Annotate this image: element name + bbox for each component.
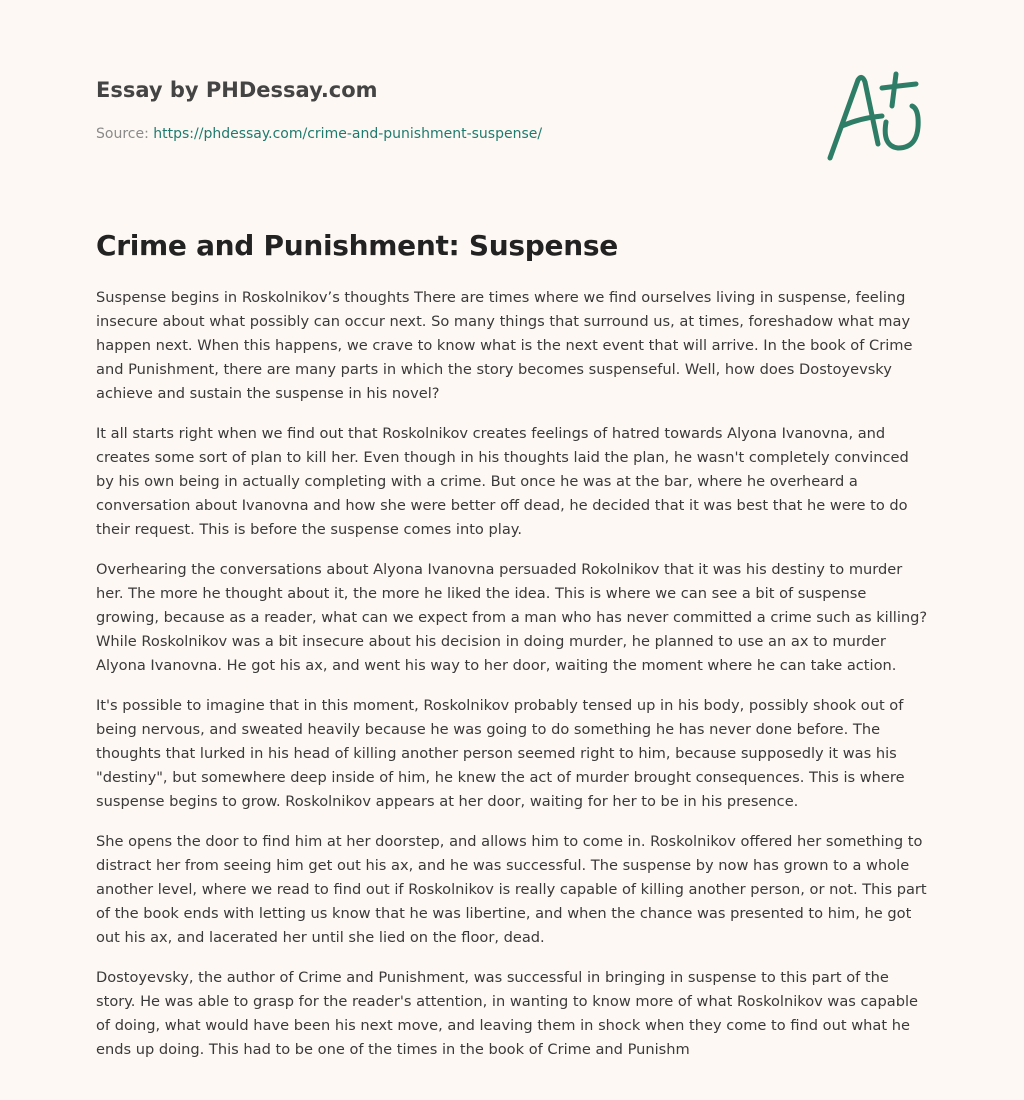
essay-paragraph: Overhearing the conversations about Alyona Ivanovna persuaded Rokolnikov that it was his destiny to murder her. The more he thought about it, the more he liked the idea. This is where we can see a bit of suspense growing, because as a reader, what can we expect from a man who has never committed a crime such as killing? While Roskolnikov was a bit insecure about his decision in doing murder, he planned to use an ax to murder Alyona Ivanovna. He got his ax, and went his way to her door, waiting the moment where he can take action. [96, 561, 928, 674]
source-line [96, 124, 796, 144]
site-brand: Essay by PHDessay.com [96, 78, 378, 102]
a-plus-logo-svg [820, 66, 930, 166]
essay-header [96, 76, 796, 144]
source-label: Source: [96, 126, 154, 142]
essay-title: Crime and Punishment: Suspense [96, 229, 618, 262]
essay-paragraph: Dostoyevsky, the author of Crime and Punishment, was successful in bringing in suspense to this part of the story. He was able to grasp for the reader's attention, in wanting to know more of what Roskolnikov was capable of doing, what would have been his next move, and leaving them in shock when they come to find out what he ends up doing. This had to be one of the times in the book of Crime and Punishm [96, 969, 919, 1058]
essay-paragraph: She opens the door to find him at her doorstep, and allows him to come in. Roskolnikov offered her something to distract her from seeing him get out his ax, and he was successful. The suspense by now has grown to a whole another level, where we read to find out if Roskolnikov is really capable of killing another person, or not. This part of the book ends with letting us know that he was libertine, and when the chance was presented to him, he got out his ax, and lacerated her until she lied on the floor, dead. [96, 833, 927, 946]
a-plus-logo-icon [820, 66, 930, 166]
essay-paragraph: It's possible to imagine that in this moment, Roskolnikov probably tensed up in his body, possibly shook out of being nervous, and sweated heavily because he was going to do something he has never done before. The thoughts that lurked in his head of killing another person seemed right to him, because supposedly it was his "destiny", but somewhere deep inside of him, he knew the act of murder brought consequences. This is where suspense begins to grow. Roskolnikov appears at her door, waiting for her to be in his presence. [96, 697, 905, 810]
essay-body [96, 286, 930, 1078]
source-link[interactable]: https://phdessay.com/crime-and-punishment-suspense/ [153, 126, 543, 142]
essay-paragraph: Suspense begins in Roskolnikov’s thoughts There are times where we find ourselves living in suspense, feeling insecure about what possibly can occur next. So many things that surround us, at times, foreshadow what may happen next. When this happens, we crave to know what is the next event that will arrive. In the book of Crime and Punishment, there are many parts in which the story becomes suspenseful. Well, how does Dostoyevsky achieve and sustain the suspense in his novel? [96, 289, 913, 402]
essay-paragraph: It all starts right when we find out that Roskolnikov creates feelings of hatred towards Alyona Ivanovna, and creates some sort of plan to kill her. Even though in his thoughts laid the plan, he wasn't completely convinced by his own being in actually completing with a crime. But once he was at the bar, where he overheard a conversation about Ivanovna and how she were better off dead, he decided that it was best that he were to do their request. This is before the suspense comes into play. [96, 425, 909, 538]
